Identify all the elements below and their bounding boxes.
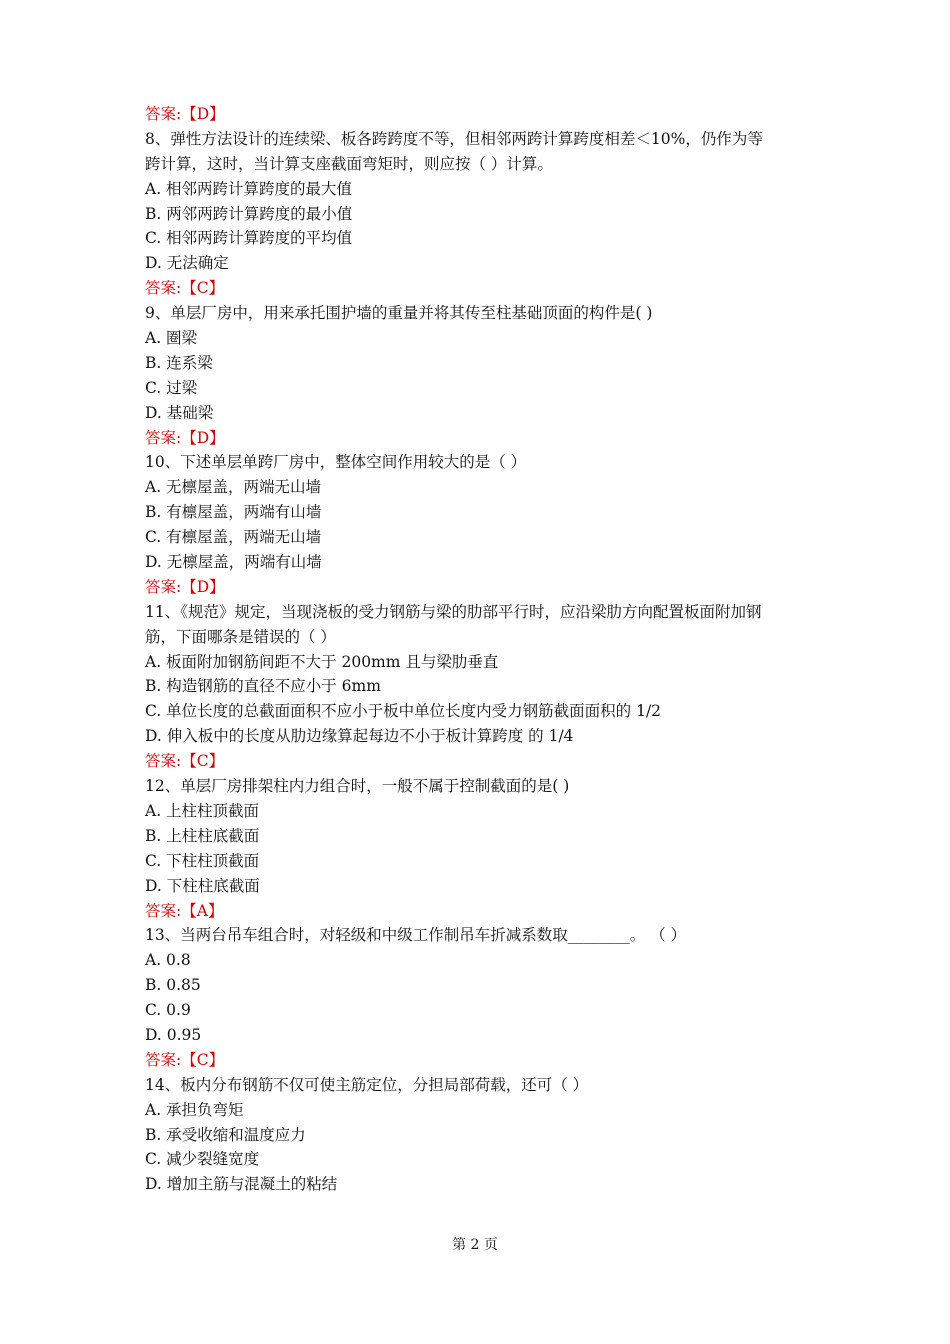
option-line: B. 承受收缩和温度应力 — [145, 1125, 306, 1144]
option-line: C. 减少裂缝宽度 — [145, 1150, 260, 1169]
option-line: B. 构造钢筋的直径不应小于 6mm — [145, 677, 381, 696]
page-number: 第 2 页 — [452, 1237, 498, 1253]
answer-line: 答案:【C】 — [145, 1050, 225, 1069]
option-line: C. 过梁 — [145, 378, 198, 397]
option-line: A. 无檩屋盖，两端无山墙 — [145, 478, 322, 497]
answer-line: 答案:【C】 — [145, 279, 225, 298]
option-line: B. 连系梁 — [145, 353, 213, 372]
option-line: D. 0.95 — [145, 1025, 202, 1044]
option-line: A. 上柱柱顶截面 — [145, 801, 260, 820]
answer-line: 答案:【C】 — [145, 752, 225, 771]
option-line: B. 0.85 — [145, 976, 201, 995]
answer-line: 答案:【D】 — [145, 105, 225, 123]
question-line: 跨计算，这时，当计算支座截面弯矩时，则应按（ ）计算。 — [145, 154, 553, 173]
option-line: C. 下柱柱顶截面 — [145, 851, 260, 870]
option-line: D. 无檩屋盖，两端有山墙 — [145, 553, 322, 572]
answer-line: 答案:【D】 — [145, 428, 225, 447]
question-line: 14、板内分布钢筋不仅可使主筋定位，分担局部荷载，还可（ ） — [145, 1075, 589, 1094]
option-line: A. 0.8 — [145, 951, 191, 970]
option-line: D. 无法确定 — [145, 254, 229, 273]
question-line: 12、单层厂房排架柱内力组合时，一般不属于控制截面的是( ) — [145, 777, 570, 796]
document-body — [145, 102, 835, 1197]
option-line: C. 0.9 — [145, 1001, 191, 1020]
option-line: D. 伸入板中的长度从肋边缘算起每边不小于板计算跨度 的 1/4 — [145, 727, 574, 746]
option-line: C. 有檩屋盖，两端无山墙 — [145, 528, 322, 547]
question-line: 筋，下面哪条是错误的（ ） — [145, 627, 336, 646]
answer-line: 答案:【D】 — [145, 577, 225, 596]
option-line: C. 单位长度的总截面面积不应小于板中单位长度内受力钢筋截面面积的 1/2 — [145, 702, 662, 721]
question-line: 8、弹性方法设计的连续梁、板各跨跨度不等，但相邻两跨计算跨度相差＜10%，仍作为等 — [145, 129, 763, 148]
option-line: D. 基础梁 — [145, 403, 214, 422]
option-line: A. 相邻两跨计算跨度的最大值 — [145, 179, 353, 198]
option-line: A. 承担负弯矩 — [145, 1100, 244, 1119]
option-line: B. 有檩屋盖，两端有山墙 — [145, 503, 322, 522]
question-line: 10、下述单层单跨厂房中，整体空间作用较大的是（ ） — [145, 453, 527, 472]
question-line: 11、《规范》规定，当现浇板的受力钢筋与梁的肋部平行时，应沿梁肋方向配置板面附加钢 — [145, 602, 762, 621]
question-line: 13、当两台吊车组合时，对轻级和中级工作制吊车折减系数取________。 （ ） — [145, 926, 687, 945]
option-line: A. 圈梁 — [145, 329, 198, 348]
question-line: 9、单层厂房中，用来承托围护墙的重量并将其传至柱基础顶面的构件是( ) — [145, 304, 653, 323]
option-line: C. 相邻两跨计算跨度的平均值 — [145, 229, 353, 248]
option-line: D. 下柱柱底截面 — [145, 876, 260, 895]
option-line: B. 两邻两跨计算跨度的最小值 — [145, 204, 353, 223]
answer-line: 答案:【A】 — [145, 901, 224, 920]
option-line: B. 上柱柱底截面 — [145, 826, 260, 845]
option-line: A. 板面附加钢筋间距不大于 200mm 且与梁肋垂直 — [145, 652, 499, 671]
option-line: D. 增加主筋与混凝土的粘结 — [145, 1175, 338, 1194]
